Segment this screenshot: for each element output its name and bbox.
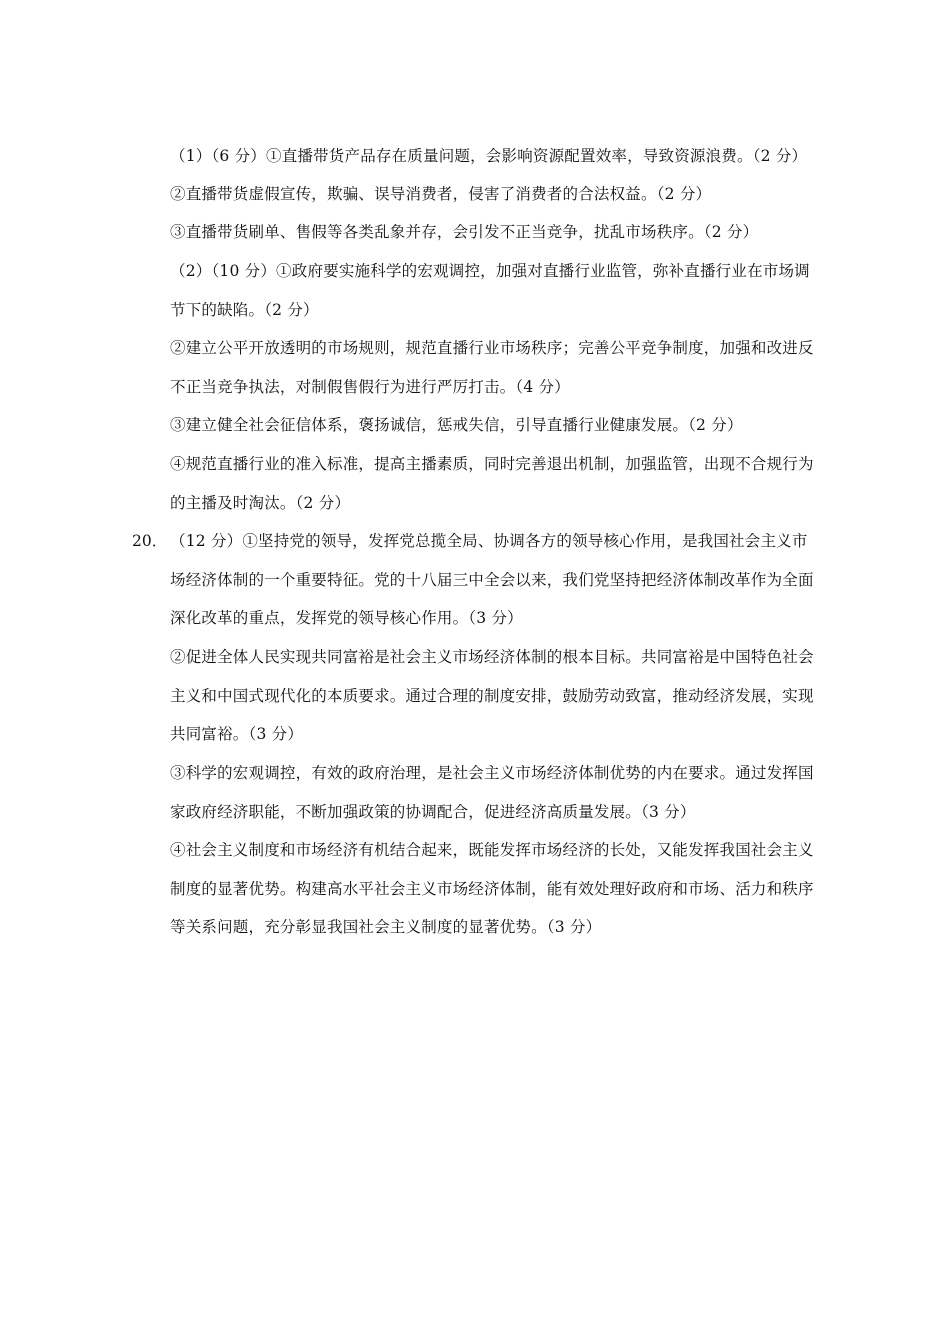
answer-2-point-3: ③建立健全社会征信体系，褒扬诚信，惩戒失信，引导直播行业健康发展。（2 分） bbox=[170, 416, 743, 434]
answer-20-point-2: ②促进全体人民实现共同富裕是社会主义市场经济体制的根本目标。共同富裕是中国特色社会主义和中国式现代化的本质要求。通过合理的制度安排，鼓励劳动致富，推动经济发展，实现共同富裕。（3 分） bbox=[170, 648, 814, 743]
question-20-number: 20． bbox=[132, 532, 168, 550]
answer-2-point-2: ②建立公平开放透明的市场规则，规范直播行业市场秩序；完善公平竞争制度，加强和改进反不正当竞争执法，对制假售假行为进行严厉打击。（4 分） bbox=[170, 339, 814, 396]
answer-1-point-1: （1）（6 分）①直播带货产品存在质量问题，会影响资源配置效率，导致资源浪费。（2 分） bbox=[170, 147, 808, 165]
answer-1-point-2: ②直播带货虚假宣传，欺骗、误导消费者，侵害了消费者的合法权益。（2 分） bbox=[170, 185, 712, 203]
answer-20-point-4: ④社会主义制度和市场经济有机结合起来，既能发挥市场经济的长处，又能发挥我国社会主义制度的显著优势。构建高水平社会主义市场经济体制，能有效处理好政府和市场、活力和秩序等关系问题，充分彰显我国社会主义制度的显著优势。（3 分） bbox=[170, 841, 814, 936]
answer-20-point-1: （12 分）①坚持党的领导，发挥党总揽全局、协调各方的领导核心作用，是我国社会主义市场经济体制的一个重要特征。党的十八届三中全会以来，我们党坚持把经济体制改革作为全面深化改革的重点，发挥党的领导核心作用。（3 分） bbox=[170, 532, 814, 627]
answer-20-point-3: ③科学的宏观调控，有效的政府治理，是社会主义市场经济体制优势的内在要求。通过发挥国家政府经济职能，不断加强政策的协调配合，促进经济高质量发展。（3 分） bbox=[170, 764, 814, 821]
answer-2-point-1: （2）（10 分）①政府要实施科学的宏观调控，加强对直播行业监管，弥补直播行业在市场调节下的缺陷。（2 分） bbox=[170, 262, 810, 319]
answer-2-point-4: ④规范直播行业的准入标准，提高主播素质，同时完善退出机制，加强监管，出现不合规行为的主播及时淘汰。（2 分） bbox=[170, 455, 814, 512]
answer-1-point-3: ③直播带货刷单、售假等各类乱象并存，会引发不正当竞争，扰乱市场秩序。（2 分） bbox=[170, 223, 759, 241]
